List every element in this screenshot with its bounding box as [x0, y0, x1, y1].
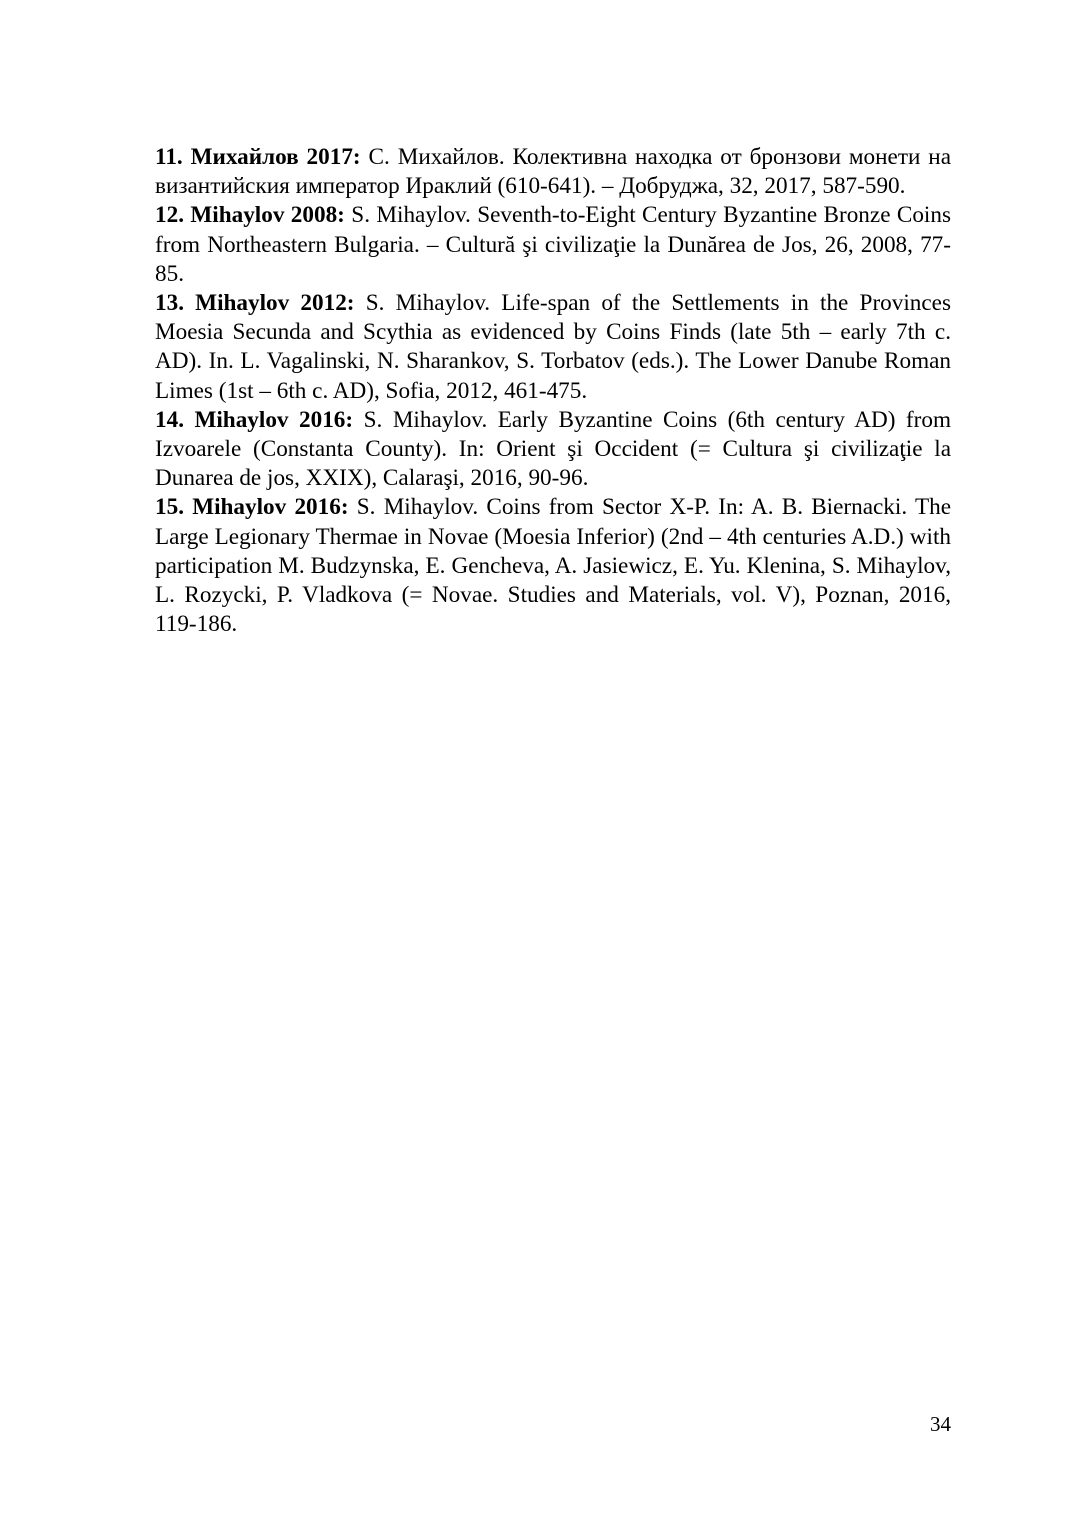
reference-text: S. Mihaylov. Seventh-to-Eight Century Byzantine Bronze Coins from Northeastern Bulgaria. – Cultură şi civilizaţie la Dunărea de Jos, 26, 2008, 77-85.	[155, 202, 951, 287]
reference-entry-13	[155, 289, 951, 406]
reference-key: 12. Mihaylov 2008:	[155, 202, 345, 229]
reference-list	[155, 143, 951, 639]
reference-text: S. Mihaylov. Coins from Sector X-P. In: A. B. Biernacki. The Large Legionary Thermae in Novae (Moesia Inferior) (2nd – 4th centuries A.D.) with participation M. Budzynska, E. Gencheva, A. Jasiewicz, E. Yu. Klenina, S. Mihaylov, L. Rozycki, P. Vladkova (= Novae. Studies and Materials, vol. V), Poznan, 2016, 119-186.	[155, 494, 951, 638]
reference-key: 13. Mihaylov 2012:	[155, 290, 355, 317]
reference-text: S. Mihaylov. Life-span of the Settlements in the Provinces Moesia Secunda and Scythia as evidenced by Coins Finds (late 5th – early 7th c. AD). In. L. Vagalinski, N. Sharankov, S. Torbatov (eds.). The Lower Danube Roman Limes (1st – 6th c. AD), Sofia, 2012, 461-475.	[155, 290, 951, 404]
reference-text: С. Михайлов. Колективна находка от бронзови монети на византийския император Ираклий (610-641). – Добруджа, 32, 2017, 587-590.	[155, 144, 951, 200]
reference-key: 14. Mihaylov 2016:	[155, 406, 354, 433]
reference-entry-14	[155, 406, 951, 494]
reference-entry-15	[155, 493, 951, 639]
reference-entry-11	[155, 143, 951, 201]
reference-text: S. Mihaylov. Early Byzantine Coins (6th century AD) from Izvoarele (Constanta County). In: Orient şi Occident (= Cultura şi civilizaţie la Dunarea de jos, XXIX), Calaraşi, 2016, 90-96.	[155, 406, 951, 492]
reference-key: 15. Mihaylov 2016:	[155, 494, 349, 521]
reference-entry-12	[155, 201, 951, 289]
reference-key: 11. Михайлов 2017:	[155, 144, 361, 170]
page-number: 34	[930, 1412, 951, 1436]
